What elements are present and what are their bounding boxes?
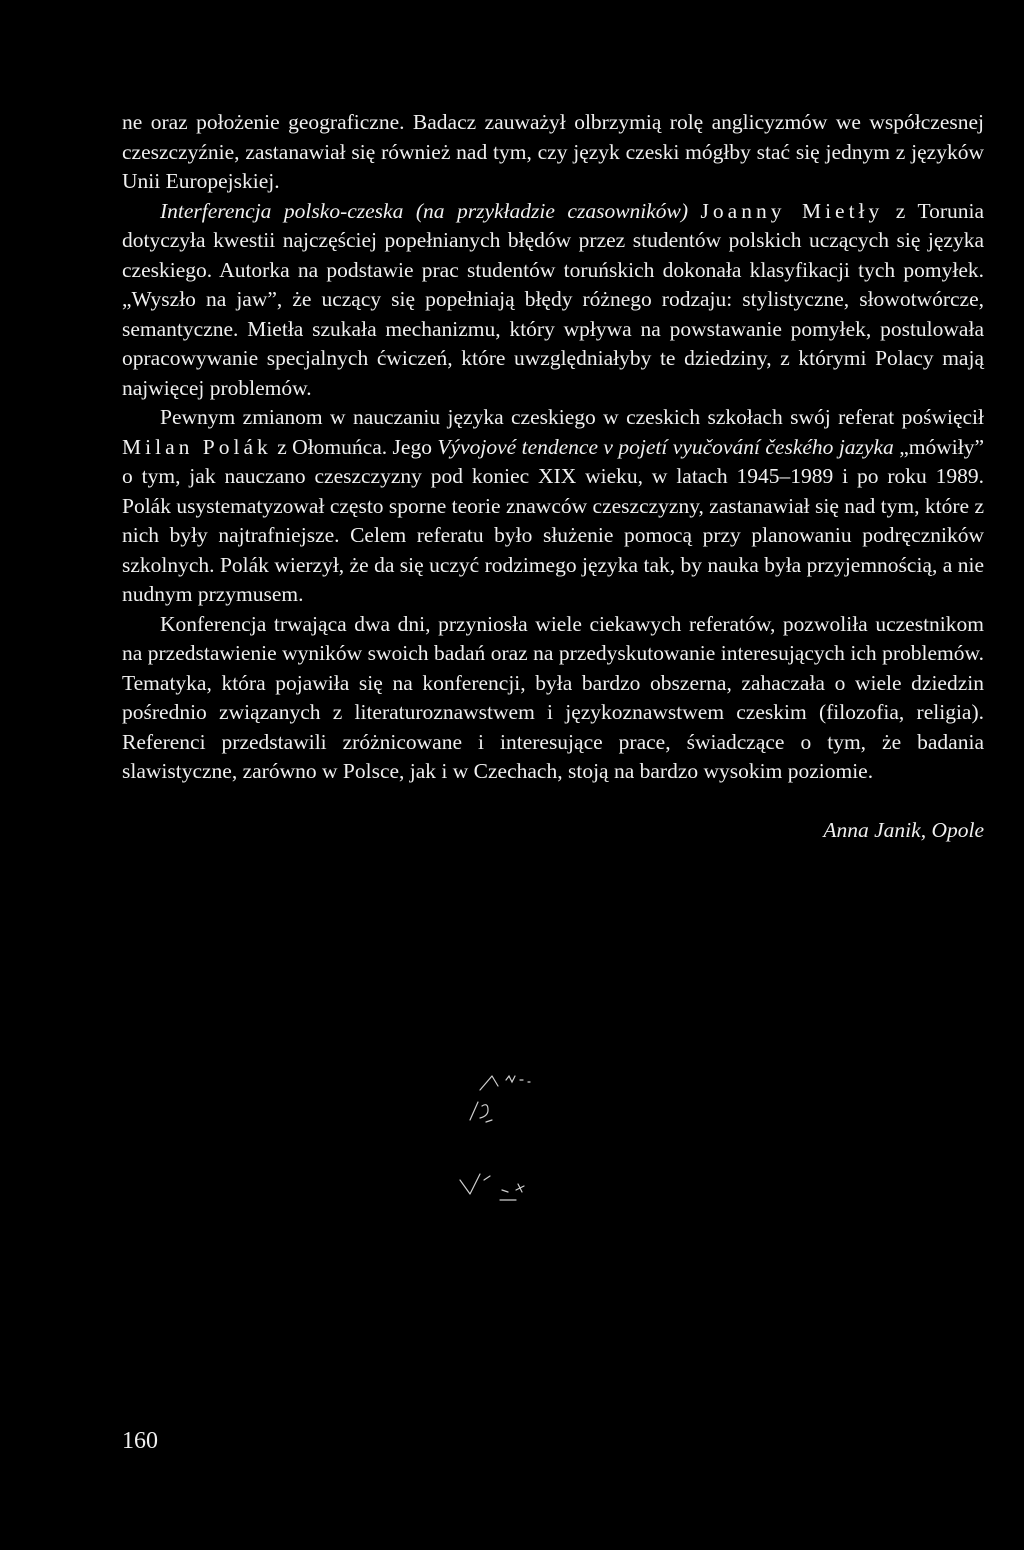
paper-title: Interferencja polsko-czeska (na przykładzie czasowników) bbox=[160, 198, 689, 223]
paragraph-3-text-after: „mówiły” o tym, jak nauczano czeszczyzny pod koniec XIX wieku, w latach 1945–1989 i po roku 1989. Polák usystematyzował często sporne teorie znawców czeszczyzny, zastanawiał się nad tym, które z nich były najtrafniejsze. Celem referatu było służenie pomocą przy planowaniu podręczników szkolnych. Polák wierzył, że da się uczyć rodzimego języka tak, by nauka była przyjemnością, a nie nudnym przymusem. bbox=[122, 434, 984, 606]
signature: Anna Janik, Opole bbox=[823, 818, 984, 842]
page-number: 160 bbox=[122, 1428, 158, 1454]
paragraph-2 bbox=[122, 197, 984, 404]
author-name: Milan Polák bbox=[122, 434, 272, 459]
stamp-mark bbox=[440, 1060, 560, 1210]
author-name: Joanny Mietły bbox=[700, 198, 884, 223]
paper-title: Vývojové tendence v pojetí vyučování českého jazyka bbox=[437, 434, 894, 459]
paragraph-3 bbox=[122, 403, 984, 610]
paragraph-4 bbox=[122, 610, 984, 787]
paragraph-2-text: z Torunia dotyczyła kwestii najczęściej popełnianych błędów przez studentów polskich uczących się języka czeskiego. Autorka na podstawie prac studentów toruńskich dokonała klasyfikacji tych pomyłek. „Wyszło na jaw”, że uczący się popełniają błędy różnego rodzaju: stylistyczne, słowotwórcze, semantyczne. Mietła szukała mechanizmu, który wpływa na powstawanie pomyłek, postulowała opracowywanie specjalnych ćwiczeń, które uwzględniałyby te dziedziny, z którymi Polacy mają najwięcej problemów. bbox=[122, 198, 985, 400]
article-body bbox=[122, 108, 984, 787]
paragraph-3-text-before: Pewnym zmianom w nauczaniu języka czeskiego w czeskich szkołach swój referat poświęcił bbox=[160, 405, 984, 429]
paragraph-4-text: Konferencja trwająca dwa dni, przyniosła wiele ciekawych referatów, pozwoliła uczestnikom na przedstawienie wyników swoich badań oraz na przedyskutowanie interesujących ich problemów. Tematyka, która pojawiła się na konferencji, była bardzo obszerna, zahaczała o wiele dziedzin pośrednio związanych z literaturoznawstwem i językoznawstwem czeskim (filozofia, religia). Referenci przedstawili zróżnicowane i interesujące prace, świadczące o tym, że badania slawistyczne, zarówno w Polsce, jak i w Czechach, stoją na bardzo wysokim poziomie. bbox=[122, 611, 984, 783]
paragraph-3-text-mid: z Ołomuńca. Jego bbox=[277, 434, 432, 459]
paragraph-1 bbox=[122, 108, 984, 197]
paragraph-1-text: ne oraz położenie geograficzne. Badacz zauważył olbrzymią rolę anglicyzmów we współczesnej czeszczyźnie, zastanawiał się również nad tym, czy język czeski mógłby stać się jednym z języków Unii Europejskiej. bbox=[122, 110, 984, 193]
